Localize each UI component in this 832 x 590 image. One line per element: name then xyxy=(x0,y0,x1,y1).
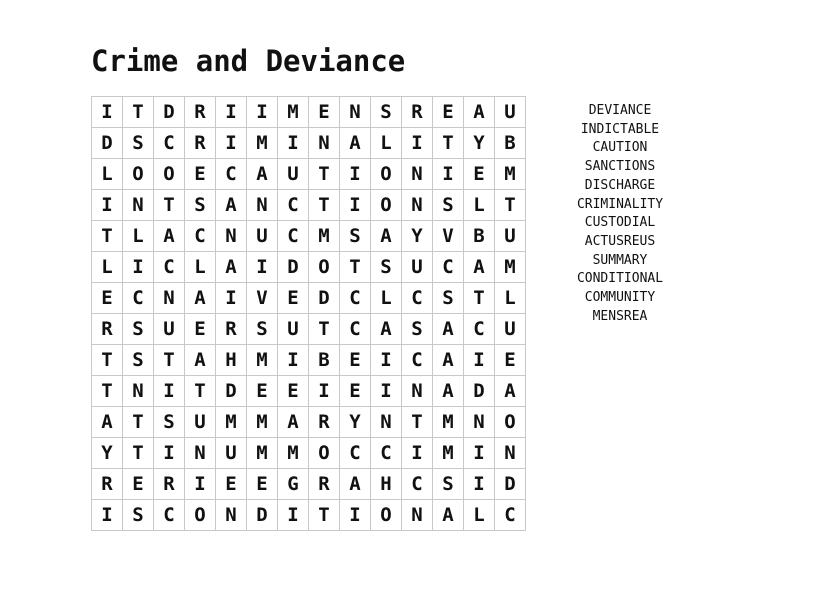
grid-cell[interactable]: V xyxy=(247,283,278,314)
grid-cell[interactable]: I xyxy=(464,438,495,469)
grid-cell[interactable]: M xyxy=(247,438,278,469)
grid-cell[interactable]: O xyxy=(495,407,526,438)
grid-cell[interactable]: S xyxy=(123,314,154,345)
grid-cell[interactable]: D xyxy=(154,97,185,128)
grid-cell[interactable]: N xyxy=(402,376,433,407)
grid-row xyxy=(92,97,526,128)
grid-row xyxy=(92,314,526,345)
grid-cell[interactable]: A xyxy=(216,190,247,221)
grid-cell[interactable]: I xyxy=(92,97,123,128)
grid-cell[interactable]: N xyxy=(495,438,526,469)
grid-cell[interactable]: I xyxy=(309,376,340,407)
grid-cell[interactable]: S xyxy=(247,314,278,345)
grid-cell[interactable]: Y xyxy=(92,438,123,469)
grid-cell[interactable]: I xyxy=(216,283,247,314)
grid-cell[interactable]: A xyxy=(464,252,495,283)
grid-cell[interactable]: C xyxy=(154,128,185,159)
grid-cell[interactable]: I xyxy=(340,159,371,190)
grid-cell[interactable]: B xyxy=(464,221,495,252)
grid-row xyxy=(92,469,526,500)
letter-grid[interactable] xyxy=(91,96,526,531)
grid-cell[interactable]: C xyxy=(433,252,464,283)
grid-cell[interactable]: O xyxy=(309,252,340,283)
grid-cell[interactable]: D xyxy=(92,128,123,159)
grid-cell[interactable]: I xyxy=(340,190,371,221)
grid-row xyxy=(92,252,526,283)
grid-cell[interactable]: N xyxy=(309,128,340,159)
grid-cell[interactable]: G xyxy=(278,469,309,500)
grid-cell[interactable]: S xyxy=(433,190,464,221)
grid-cell[interactable]: S xyxy=(123,500,154,531)
grid-cell[interactable]: S xyxy=(123,345,154,376)
grid-cell[interactable]: M xyxy=(247,407,278,438)
grid-cell[interactable]: L xyxy=(92,159,123,190)
grid-cell[interactable]: D xyxy=(495,469,526,500)
grid-cell[interactable]: T xyxy=(309,190,340,221)
grid-cell[interactable]: O xyxy=(123,159,154,190)
grid-cell[interactable]: I xyxy=(433,159,464,190)
grid-cell[interactable]: O xyxy=(185,500,216,531)
grid-cell[interactable]: S xyxy=(433,469,464,500)
grid-row xyxy=(92,221,526,252)
grid-cell[interactable]: S xyxy=(371,252,402,283)
grid-cell[interactable]: S xyxy=(154,407,185,438)
grid-cell[interactable]: S xyxy=(340,221,371,252)
grid-cell[interactable]: C xyxy=(154,500,185,531)
grid-cell[interactable]: E xyxy=(464,159,495,190)
grid-cell[interactable]: M xyxy=(278,438,309,469)
grid-cell[interactable]: I xyxy=(92,500,123,531)
grid-cell[interactable]: T xyxy=(92,345,123,376)
grid-cell[interactable]: E xyxy=(247,376,278,407)
grid-cell[interactable]: I xyxy=(154,438,185,469)
grid-cell[interactable]: O xyxy=(371,159,402,190)
grid-cell[interactable]: Y xyxy=(464,128,495,159)
grid-cell[interactable]: T xyxy=(123,438,154,469)
grid-cell[interactable]: E xyxy=(216,469,247,500)
grid-cell[interactable]: A xyxy=(92,407,123,438)
grid-cell[interactable]: R xyxy=(92,469,123,500)
grid-cell[interactable]: B xyxy=(495,128,526,159)
grid-cell[interactable]: I xyxy=(371,345,402,376)
grid-cell[interactable]: L xyxy=(495,283,526,314)
grid-cell[interactable]: N xyxy=(247,190,278,221)
word-list-item: SANCTIONS xyxy=(584,159,656,175)
grid-cell[interactable]: L xyxy=(123,221,154,252)
word-list-item: INDICTABLE xyxy=(580,121,660,137)
grid-cell[interactable]: I xyxy=(123,252,154,283)
grid-cell[interactable]: D xyxy=(278,252,309,283)
grid-cell[interactable]: E xyxy=(92,283,123,314)
grid-cell[interactable]: C xyxy=(464,314,495,345)
grid-cell[interactable]: M xyxy=(433,438,464,469)
grid-cell[interactable]: T xyxy=(123,407,154,438)
grid-cell[interactable]: T xyxy=(309,314,340,345)
grid-cell[interactable]: I xyxy=(216,128,247,159)
grid-cell[interactable]: N xyxy=(402,159,433,190)
grid-cell[interactable]: I xyxy=(278,128,309,159)
grid-cell[interactable]: C xyxy=(402,283,433,314)
word-list-item: DEVIANCE xyxy=(588,103,652,118)
grid-cell[interactable]: O xyxy=(371,500,402,531)
grid-cell[interactable]: N xyxy=(464,407,495,438)
grid-cell[interactable]: I xyxy=(402,438,433,469)
word-list-item: CONDITIONAL xyxy=(576,271,664,287)
grid-cell[interactable]: A xyxy=(216,252,247,283)
grid-cell[interactable]: R xyxy=(154,469,185,500)
grid-cell[interactable]: E xyxy=(340,376,371,407)
grid-row xyxy=(92,128,526,159)
grid-cell[interactable]: T xyxy=(402,407,433,438)
grid-cell[interactable]: C xyxy=(185,221,216,252)
word-list-item: CUSTODIAL xyxy=(584,215,656,231)
grid-row xyxy=(92,376,526,407)
grid-cell[interactable]: A xyxy=(340,128,371,159)
grid-cell[interactable]: L xyxy=(371,283,402,314)
word-list-item: SUMMARY xyxy=(592,252,648,268)
grid-cell[interactable]: O xyxy=(154,159,185,190)
grid-cell[interactable]: N xyxy=(216,500,247,531)
grid-cell[interactable]: T xyxy=(495,190,526,221)
grid-cell[interactable]: O xyxy=(309,438,340,469)
grid-cell[interactable]: H xyxy=(371,469,402,500)
grid-cell[interactable]: N xyxy=(123,376,154,407)
grid-cell[interactable]: A xyxy=(154,221,185,252)
grid-cell[interactable]: U xyxy=(278,314,309,345)
grid-cell[interactable]: S xyxy=(185,190,216,221)
word-list-item: CAUTION xyxy=(592,140,648,156)
grid-cell[interactable]: M xyxy=(278,97,309,128)
grid-cell[interactable]: A xyxy=(340,469,371,500)
grid-cell[interactable]: V xyxy=(433,221,464,252)
grid-cell[interactable]: I xyxy=(371,376,402,407)
grid-cell[interactable]: N xyxy=(185,438,216,469)
grid-cell[interactable]: I xyxy=(278,500,309,531)
grid-cell[interactable]: C xyxy=(278,221,309,252)
grid-cell[interactable]: C xyxy=(402,345,433,376)
grid-cell[interactable]: C xyxy=(371,438,402,469)
puzzle-title: Crime and Deviance xyxy=(91,44,406,78)
grid-cell[interactable]: U xyxy=(185,407,216,438)
grid-cell[interactable]: A xyxy=(278,407,309,438)
grid-cell[interactable]: A xyxy=(433,345,464,376)
grid-cell[interactable]: A xyxy=(185,345,216,376)
word-list-item: ACTUSREUS xyxy=(584,233,656,249)
grid-cell[interactable]: T xyxy=(309,500,340,531)
grid-cell[interactable]: U xyxy=(402,252,433,283)
grid-cell[interactable]: I xyxy=(92,190,123,221)
grid-cell[interactable]: T xyxy=(433,128,464,159)
grid-cell[interactable]: N xyxy=(154,283,185,314)
grid-cell[interactable]: C xyxy=(340,314,371,345)
grid-cell[interactable]: N xyxy=(371,407,402,438)
grid-row xyxy=(92,283,526,314)
word-list xyxy=(565,102,675,326)
grid-cell[interactable]: L xyxy=(185,252,216,283)
grid-cell[interactable]: U xyxy=(495,97,526,128)
grid-cell[interactable]: I xyxy=(278,345,309,376)
grid-cell[interactable]: C xyxy=(340,283,371,314)
grid-cell[interactable]: A xyxy=(495,376,526,407)
grid-cell[interactable]: R xyxy=(402,97,433,128)
grid-cell[interactable]: N xyxy=(340,97,371,128)
grid-cell[interactable]: R xyxy=(185,128,216,159)
grid-cell[interactable]: T xyxy=(92,376,123,407)
grid-cell[interactable]: L xyxy=(464,500,495,531)
grid-cell[interactable]: L xyxy=(464,190,495,221)
grid-cell[interactable]: A xyxy=(433,500,464,531)
grid-cell[interactable]: T xyxy=(154,190,185,221)
grid-cell[interactable]: I xyxy=(247,97,278,128)
word-list-item: CRIMINALITY xyxy=(576,196,664,212)
grid-cell[interactable]: A xyxy=(247,159,278,190)
grid-cell[interactable]: O xyxy=(371,190,402,221)
grid-cell[interactable]: E xyxy=(185,159,216,190)
grid-cell[interactable]: U xyxy=(154,314,185,345)
grid-cell[interactable]: M xyxy=(247,345,278,376)
grid-cell[interactable]: M xyxy=(495,252,526,283)
grid-cell[interactable]: S xyxy=(433,283,464,314)
grid-cell[interactable]: R xyxy=(216,314,247,345)
grid-cell[interactable]: A xyxy=(433,376,464,407)
grid-cell[interactable]: I xyxy=(464,469,495,500)
grid-cell[interactable]: E xyxy=(495,345,526,376)
grid-cell[interactable]: R xyxy=(185,97,216,128)
grid-row xyxy=(92,438,526,469)
grid-cell[interactable]: U xyxy=(495,221,526,252)
grid-cell[interactable]: T xyxy=(92,221,123,252)
word-list-item: MENSREA xyxy=(592,308,648,324)
grid-cell[interactable]: I xyxy=(154,376,185,407)
grid-cell[interactable]: E xyxy=(433,97,464,128)
grid-cell[interactable]: M xyxy=(309,221,340,252)
grid-cell[interactable]: D xyxy=(247,500,278,531)
grid-cell[interactable]: N xyxy=(402,190,433,221)
grid-cell[interactable]: D xyxy=(309,283,340,314)
grid-cell[interactable]: L xyxy=(371,128,402,159)
grid-cell[interactable]: E xyxy=(123,469,154,500)
grid-cell[interactable]: A xyxy=(371,221,402,252)
grid-cell[interactable]: L xyxy=(92,252,123,283)
grid-cell[interactable]: T xyxy=(185,376,216,407)
grid-cell[interactable]: T xyxy=(464,283,495,314)
grid-cell[interactable]: T xyxy=(154,345,185,376)
grid-cell[interactable]: B xyxy=(309,345,340,376)
grid-cell[interactable]: I xyxy=(340,500,371,531)
grid-cell[interactable]: U xyxy=(216,438,247,469)
grid-cell[interactable]: E xyxy=(247,469,278,500)
grid-cell[interactable]: E xyxy=(340,345,371,376)
grid-cell[interactable]: E xyxy=(278,376,309,407)
grid-row xyxy=(92,190,526,221)
grid-cell[interactable]: R xyxy=(92,314,123,345)
grid-cell[interactable]: M xyxy=(216,407,247,438)
grid-cell[interactable]: M xyxy=(247,128,278,159)
grid-cell[interactable]: A xyxy=(433,314,464,345)
word-list-item: COMMUNITY xyxy=(584,290,656,306)
grid-cell[interactable]: E xyxy=(185,314,216,345)
grid-cell[interactable]: E xyxy=(309,97,340,128)
grid-cell[interactable]: C xyxy=(402,469,433,500)
grid-cell[interactable]: D xyxy=(464,376,495,407)
grid-cell[interactable]: E xyxy=(278,283,309,314)
word-list-item: DISCHARGE xyxy=(584,177,656,193)
grid-cell[interactable]: T xyxy=(123,97,154,128)
grid-cell[interactable]: C xyxy=(340,438,371,469)
grid-row xyxy=(92,407,526,438)
grid-cell[interactable]: S xyxy=(402,314,433,345)
grid-cell[interactable]: M xyxy=(433,407,464,438)
grid-row xyxy=(92,159,526,190)
grid-cell[interactable]: Y xyxy=(340,407,371,438)
grid-cell[interactable]: A xyxy=(185,283,216,314)
grid-cell[interactable]: I xyxy=(402,128,433,159)
grid-cell[interactable]: I xyxy=(216,97,247,128)
grid-row xyxy=(92,345,526,376)
grid-cell[interactable]: U xyxy=(278,159,309,190)
grid-cell[interactable]: D xyxy=(216,376,247,407)
grid-cell[interactable]: T xyxy=(309,159,340,190)
grid-cell[interactable]: A xyxy=(371,314,402,345)
grid-cell[interactable]: N xyxy=(402,500,433,531)
grid-cell[interactable]: I xyxy=(185,469,216,500)
grid-cell[interactable]: U xyxy=(247,221,278,252)
grid-cell[interactable]: I xyxy=(247,252,278,283)
grid-cell[interactable]: H xyxy=(216,345,247,376)
grid-cell[interactable]: N xyxy=(123,190,154,221)
grid-cell[interactable]: C xyxy=(278,190,309,221)
grid-cell[interactable]: S xyxy=(371,97,402,128)
grid-cell[interactable]: A xyxy=(464,97,495,128)
grid-row xyxy=(92,500,526,531)
grid-cell[interactable]: T xyxy=(340,252,371,283)
grid-cell[interactable]: N xyxy=(216,221,247,252)
grid-cell[interactable]: Y xyxy=(402,221,433,252)
grid-cell[interactable]: R xyxy=(309,469,340,500)
grid-cell[interactable]: C xyxy=(154,252,185,283)
grid-cell[interactable]: U xyxy=(495,314,526,345)
grid-cell[interactable]: I xyxy=(464,345,495,376)
grid-cell[interactable]: C xyxy=(495,500,526,531)
grid-cell[interactable]: R xyxy=(309,407,340,438)
grid-cell[interactable]: C xyxy=(123,283,154,314)
grid-cell[interactable]: S xyxy=(123,128,154,159)
grid-cell[interactable]: C xyxy=(216,159,247,190)
grid-cell[interactable]: M xyxy=(495,159,526,190)
